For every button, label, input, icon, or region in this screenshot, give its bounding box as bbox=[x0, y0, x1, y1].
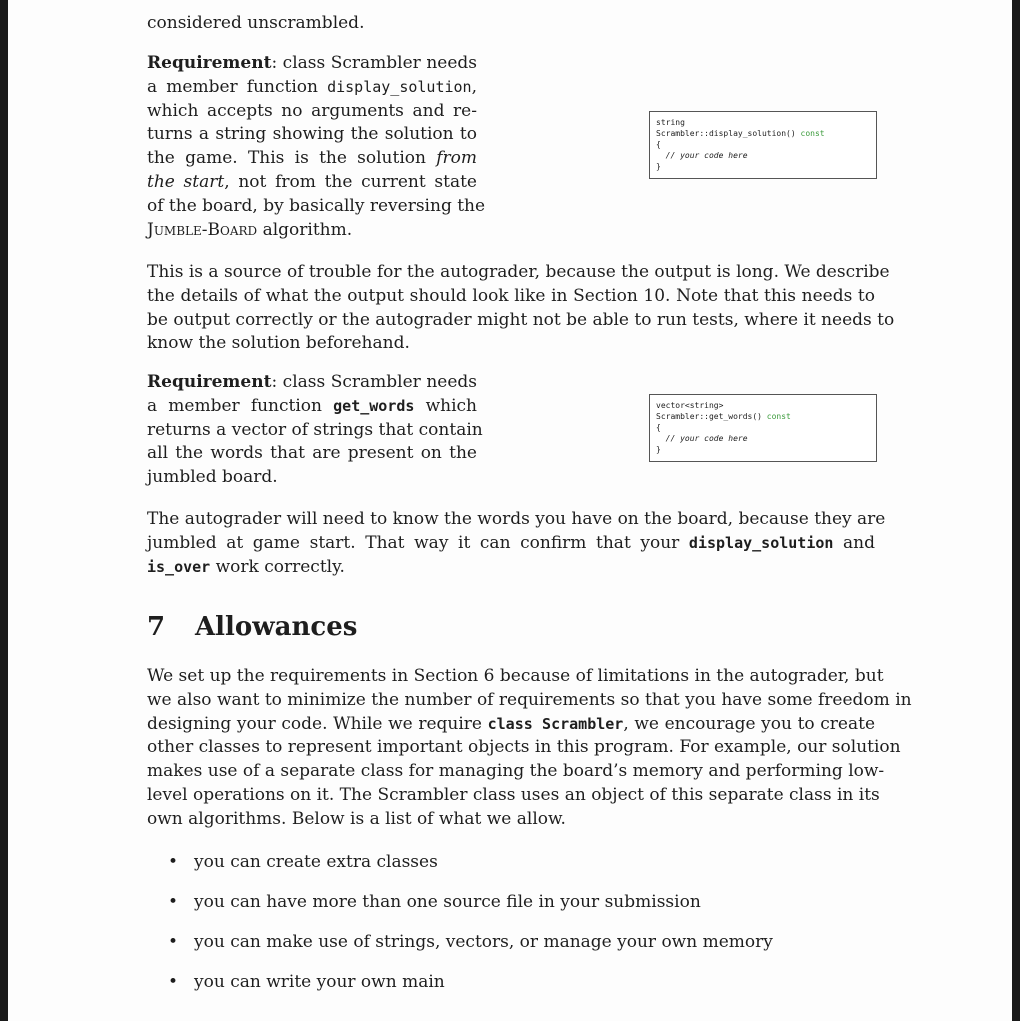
bullet-icon: • bbox=[168, 892, 179, 912]
paragraph-autograder-trouble: This is a source of trouble for the autograder, because the output is long. We describe the details of what the output should look like in Section 10. Note that this needs to be output correctly or the autograder might not be able to run tests, where it needs to know the solution beforehand. bbox=[147, 262, 895, 354]
function-name: display_solution bbox=[327, 77, 472, 96]
code-box-get-words: vector<string> Scrambler::get_words() const { // your code here } bbox=[649, 394, 877, 462]
code-comment: // your code here bbox=[656, 151, 748, 160]
requirement-display-solution: Requirement: class Scrambler needs a member function display_solution, which accepts no arguments and re- turns a string showing the solution to the game. This is the solution from the start, not from the current state of the board, by basically reversing the Jumble-Board algorithm. bbox=[147, 53, 486, 240]
section-heading bbox=[147, 612, 357, 642]
requirement-get-words: Requirement: class Scrambler needs a member function get_words which returns a vector of strings that contain all the words that are present on the jumbled board. bbox=[147, 372, 483, 488]
bullet-icon: • bbox=[168, 852, 179, 872]
algorithm-name: Jumble-Board bbox=[147, 219, 258, 240]
bullet-icon: • bbox=[168, 932, 179, 952]
continuation-line: considered unscrambled. bbox=[147, 13, 365, 33]
requirement-label: Requirement bbox=[147, 53, 272, 73]
section-title: Allowances bbox=[195, 612, 358, 642]
section-number: 7 bbox=[147, 612, 166, 642]
list-item: • you can create extra classes bbox=[168, 852, 438, 872]
list-item: • you can make use of strings, vectors, or manage your own memory bbox=[168, 932, 773, 952]
document-page bbox=[8, 0, 1012, 1021]
paragraph-allowances: We set up the requirements in Section 6 because of limitations in the autograder, but we also want to minimize the number of requirements so that you have some freedom in designing your code. While we require class Scrambler, we encourage you to create other classes to represent important objects in this program. For example, our solution makes use of a separate class for managing the board’s memory and performing low- level operations on it. The Scrambler class uses an object of this separate class in its own algorithms. Below is a list of what we allow. bbox=[147, 666, 912, 829]
code-comment: // your code here bbox=[656, 434, 748, 443]
paragraph-autograder-words: The autograder will need to know the words you have on the board, because they are jumbled at game start. That way it can confirm that your display_solution and is_over work correctly. bbox=[147, 509, 886, 577]
list-item: • you can have more than one source file in your submission bbox=[168, 892, 701, 912]
code-box-display-solution: string Scrambler::display_solution() const { // your code here } bbox=[649, 111, 877, 179]
bullet-icon: • bbox=[168, 972, 179, 992]
requirement-label: Requirement bbox=[147, 372, 272, 392]
function-name: get_words bbox=[333, 396, 415, 415]
list-item: • you can write your own main bbox=[168, 972, 445, 992]
